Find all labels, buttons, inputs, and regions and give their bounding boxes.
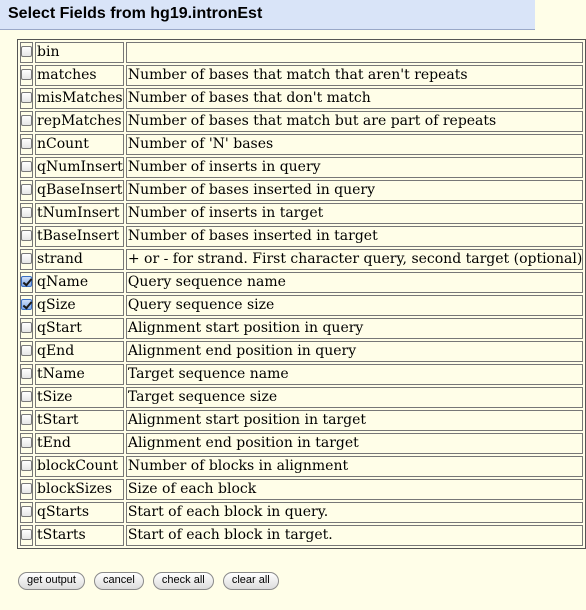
- field-name: bin: [35, 42, 124, 63]
- field-checkbox[interactable]: [21, 391, 32, 402]
- field-name: blockCount: [35, 456, 124, 477]
- table-row: [20, 180, 583, 201]
- table-row: [20, 295, 583, 316]
- checkbox-cell: [20, 525, 33, 546]
- table-row: [20, 203, 583, 224]
- field-checkbox[interactable]: [21, 483, 32, 494]
- table-row: [20, 111, 583, 132]
- check-all-button[interactable]: check all: [153, 572, 214, 590]
- checkbox-cell: [20, 341, 33, 362]
- table-row: [20, 525, 583, 546]
- field-checkbox[interactable]: [21, 368, 32, 379]
- field-checkbox[interactable]: [21, 46, 32, 57]
- field-checkbox[interactable]: [21, 414, 32, 425]
- checkbox-cell: [20, 502, 33, 523]
- page-header: [0, 0, 535, 30]
- table-row: [20, 318, 583, 339]
- checkbox-cell: [20, 433, 33, 454]
- checkbox-cell: [20, 180, 33, 201]
- field-name: qStarts: [35, 502, 124, 523]
- table-row: [20, 479, 583, 500]
- field-checkbox[interactable]: [21, 276, 32, 287]
- field-description: Alignment start position in target: [126, 410, 583, 431]
- table-row: [20, 226, 583, 247]
- field-description: Start of each block in target.: [126, 525, 583, 546]
- table-row: [20, 65, 583, 86]
- checkbox-cell: [20, 318, 33, 339]
- field-checkbox[interactable]: [21, 184, 32, 195]
- checkbox-cell: [20, 203, 33, 224]
- table-row: [20, 387, 583, 408]
- field-name: nCount: [35, 134, 124, 155]
- checkbox-cell: [20, 387, 33, 408]
- field-name: tNumInsert: [35, 203, 124, 224]
- field-checkbox[interactable]: [21, 322, 32, 333]
- checkbox-cell: [20, 111, 33, 132]
- field-description: Alignment end position in query: [126, 341, 583, 362]
- field-name: strand: [35, 249, 124, 270]
- checkbox-cell: [20, 42, 33, 63]
- table-row: [20, 456, 583, 477]
- field-description: Number of blocks in alignment: [126, 456, 583, 477]
- field-name: blockSizes: [35, 479, 124, 500]
- field-name: qEnd: [35, 341, 124, 362]
- field-name: misMatches: [35, 88, 124, 109]
- table-row: [20, 88, 583, 109]
- checkbox-cell: [20, 410, 33, 431]
- field-checkbox[interactable]: [21, 207, 32, 218]
- field-name: qNumInsert: [35, 157, 124, 178]
- field-description: Size of each block: [126, 479, 583, 500]
- checkbox-cell: [20, 479, 33, 500]
- table-row: [20, 364, 583, 385]
- field-description: Alignment end position in target: [126, 433, 583, 454]
- field-name: tName: [35, 364, 124, 385]
- field-name: qStart: [35, 318, 124, 339]
- field-name: tSize: [35, 387, 124, 408]
- checkbox-cell: [20, 249, 33, 270]
- field-description: Number of 'N' bases: [126, 134, 583, 155]
- field-checkbox[interactable]: [21, 299, 32, 310]
- field-description: Number of bases inserted in target: [126, 226, 583, 247]
- table-row: [20, 249, 583, 270]
- field-checkbox[interactable]: [21, 69, 32, 80]
- field-checkbox[interactable]: [21, 437, 32, 448]
- checkbox-cell: [20, 364, 33, 385]
- checkbox-cell: [20, 65, 33, 86]
- field-description: Start of each block in query.: [126, 502, 583, 523]
- field-checkbox[interactable]: [21, 460, 32, 471]
- field-description: Number of bases inserted in query: [126, 180, 583, 201]
- table-row: [20, 42, 583, 63]
- field-checkbox[interactable]: [21, 92, 32, 103]
- table-row: [20, 134, 583, 155]
- field-description: [126, 42, 583, 63]
- field-description: Number of inserts in query: [126, 157, 583, 178]
- field-name: tEnd: [35, 433, 124, 454]
- field-checkbox[interactable]: [21, 230, 32, 241]
- field-description: Number of bases that match but are part of repeats: [126, 111, 583, 132]
- field-name: tStart: [35, 410, 124, 431]
- field-checkbox[interactable]: [21, 529, 32, 540]
- field-description: Query sequence size: [126, 295, 583, 316]
- field-name: tStarts: [35, 525, 124, 546]
- field-name: tBaseInsert: [35, 226, 124, 247]
- field-name: qSize: [35, 295, 124, 316]
- field-name: qBaseInsert: [35, 180, 124, 201]
- field-checkbox[interactable]: [21, 506, 32, 517]
- checkbox-cell: [20, 295, 33, 316]
- field-description: Number of bases that match that aren't repeats: [126, 65, 583, 86]
- checkbox-cell: [20, 456, 33, 477]
- checkbox-cell: [20, 272, 33, 293]
- clear-all-button[interactable]: clear all: [223, 572, 279, 590]
- field-name: qName: [35, 272, 124, 293]
- field-checkbox[interactable]: [21, 345, 32, 356]
- checkbox-cell: [20, 134, 33, 155]
- get-output-button[interactable]: get output: [18, 572, 85, 590]
- fields-table-body: [20, 42, 583, 546]
- field-description: + or - for strand. First character query, second target (optional): [126, 249, 583, 270]
- field-description: Target sequence size: [126, 387, 583, 408]
- checkbox-cell: [20, 226, 33, 247]
- field-checkbox[interactable]: [21, 161, 32, 172]
- table-row: [20, 272, 583, 293]
- table-row: [20, 410, 583, 431]
- button-bar: [18, 572, 283, 590]
- checkbox-cell: [20, 157, 33, 178]
- field-name: matches: [35, 65, 124, 86]
- table-row: [20, 157, 583, 178]
- page-title: Select Fields from hg19.intronEst: [8, 5, 263, 22]
- table-row: [20, 502, 583, 523]
- checkbox-cell: [20, 88, 33, 109]
- table-row: [20, 433, 583, 454]
- field-checkbox[interactable]: [21, 138, 32, 149]
- field-description: Number of inserts in target: [126, 203, 583, 224]
- fields-table: [17, 39, 586, 549]
- field-name: repMatches: [35, 111, 124, 132]
- table-row: [20, 341, 583, 362]
- field-description: Target sequence name: [126, 364, 583, 385]
- field-description: Number of bases that don't match: [126, 88, 583, 109]
- field-description: Query sequence name: [126, 272, 583, 293]
- field-checkbox[interactable]: [21, 253, 32, 264]
- field-checkbox[interactable]: [21, 115, 32, 126]
- field-description: Alignment start position in query: [126, 318, 583, 339]
- cancel-button[interactable]: cancel: [94, 572, 144, 590]
